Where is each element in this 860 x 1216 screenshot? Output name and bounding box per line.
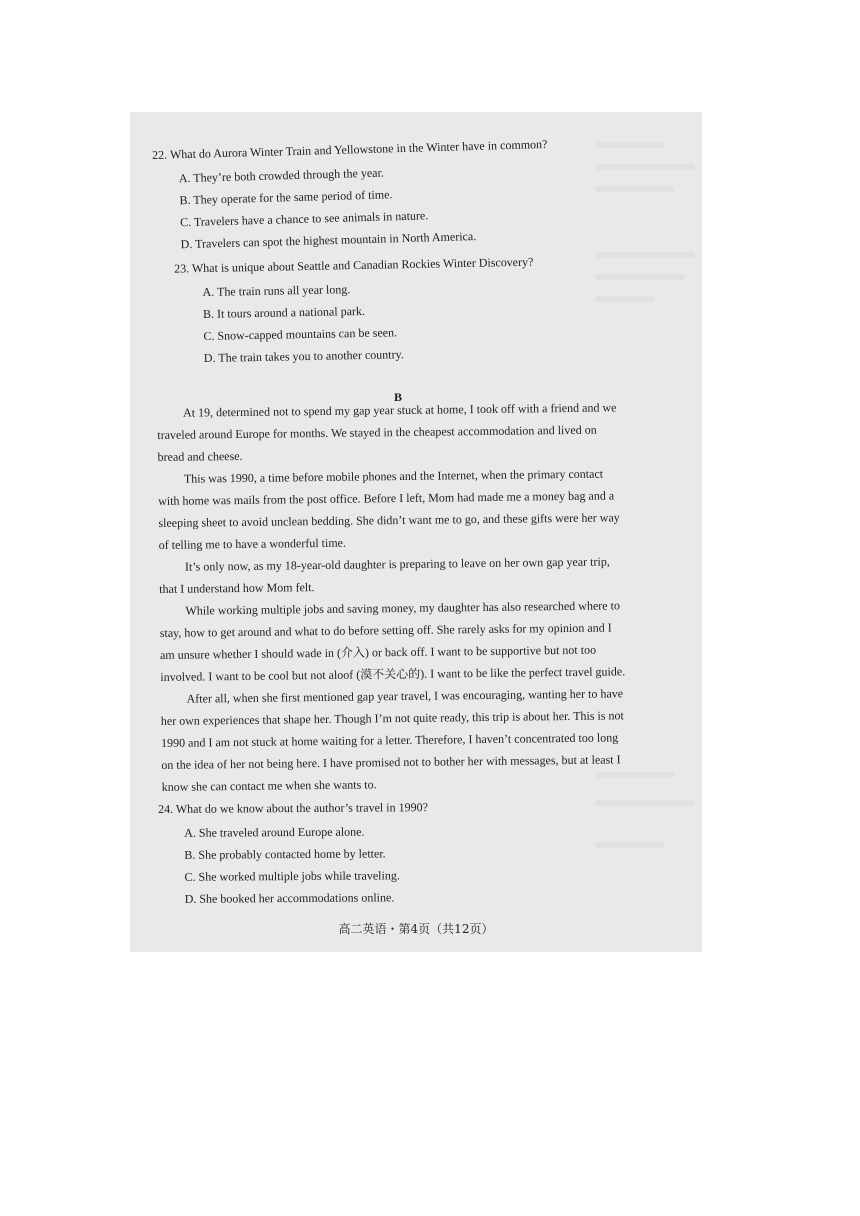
passage-line: traveled around Europe for months. We stayed in the cheapest accommodation and lived on [157, 422, 597, 442]
passage-line: that I understand how Mom felt. [159, 580, 315, 596]
option-a: A. They’re both crowded through the year. [178, 165, 385, 186]
question-stem: 23. What is unique about Seattle and Canadian Rockies Winter Discovery? [173, 254, 534, 276]
bleed-through-mark [595, 274, 685, 280]
passage-line: on the idea of her not being here. I have promised not to bother her with messages, but at least I [161, 752, 621, 772]
bleed-through-mark [595, 296, 655, 302]
option-d: D. She booked her accommodations online. [184, 890, 395, 906]
passage-line: am unsure whether I should wade in (介入) or back off. I want to be supportive but not too [159, 642, 597, 662]
bleed-through-mark [595, 772, 675, 778]
question-24 [158, 799, 658, 906]
passage-line: This was 1990, a time before mobile phones and the Internet, when the primary contact [183, 466, 604, 486]
question-23 [152, 252, 652, 366]
scanned-exam-page [130, 112, 702, 952]
option-a: A. The train runs all year long. [202, 282, 351, 300]
option-d: D. Travelers can spot the highest mountain in North America. [180, 228, 477, 252]
passage-line: At 19, determined not to spend my gap year stuck at home, I took off with a friend and we [182, 400, 617, 420]
passage-line: After all, when she first mentioned gap year travel, I was encouraging, wanting her to have [186, 686, 624, 706]
page-footer: 高二英语・第4页（共12页） [338, 922, 494, 936]
option-c: C. Snow-capped mountains can be seen. [203, 325, 398, 344]
option-b: B. It tours around a national park. [202, 303, 366, 322]
bleed-through-mark [595, 142, 665, 148]
reading-passage [157, 400, 677, 794]
passage-line: bread and cheese. [157, 448, 243, 464]
option-b: B. They operate for the same period of time. [179, 187, 393, 208]
passage-line: stay, how to get around and what to do before setting off. She rarely asks for my opinion and I [159, 620, 612, 640]
passage-line: involved. I want to be cool but not aloof (漠不关心的). I want to be like the perfect travel guide. [160, 664, 626, 684]
bleed-through-mark [595, 186, 675, 192]
bleed-through-mark [595, 842, 665, 848]
question-stem: 24. What do we know about the author’s travel in 1990? [158, 800, 428, 816]
option-c: C. She worked multiple jobs while traveling. [184, 868, 400, 884]
option-a: A. She traveled around Europe alone. [184, 824, 365, 840]
passage-line: While working multiple jobs and saving money, my daughter has also researched where to [185, 598, 620, 618]
option-b: B. She probably contacted home by letter. [184, 846, 386, 862]
passage-line: her own experiences that shape her. Though I’m not quite ready, this trip is about her. This is not [160, 708, 624, 728]
section-label: B [394, 390, 403, 404]
bleed-through-mark [595, 164, 695, 170]
option-c: C. Travelers have a chance to see animals in nature. [179, 208, 429, 230]
option-d: D. The train takes you to another country. [203, 347, 404, 366]
passage-line: It’s only now, as my 18-year-old daughter is preparing to leave on her own gap year trip, [184, 554, 610, 574]
passage-line: sleeping sheet to avoid unclean bedding. She didn’t want me to go, and these gifts were her way [158, 510, 620, 530]
bleed-through-mark [595, 800, 695, 806]
question-stem: 22. What do Aurora Winter Train and Yellowstone in the Winter have in common? [152, 136, 548, 162]
question-22 [152, 134, 652, 252]
passage-line: know she can contact me when she wants to. [161, 777, 377, 794]
passage-line: 1990 and I am not stuck at home waiting for a letter. Therefore, I haven’t concentrated too long [161, 730, 619, 750]
passage-line: of telling me to have a wonderful time. [158, 535, 347, 552]
bleed-through-mark [595, 252, 695, 258]
passage-line: with home was mails from the post office. Before I left, Mom had made me a money bag and a [158, 488, 615, 508]
